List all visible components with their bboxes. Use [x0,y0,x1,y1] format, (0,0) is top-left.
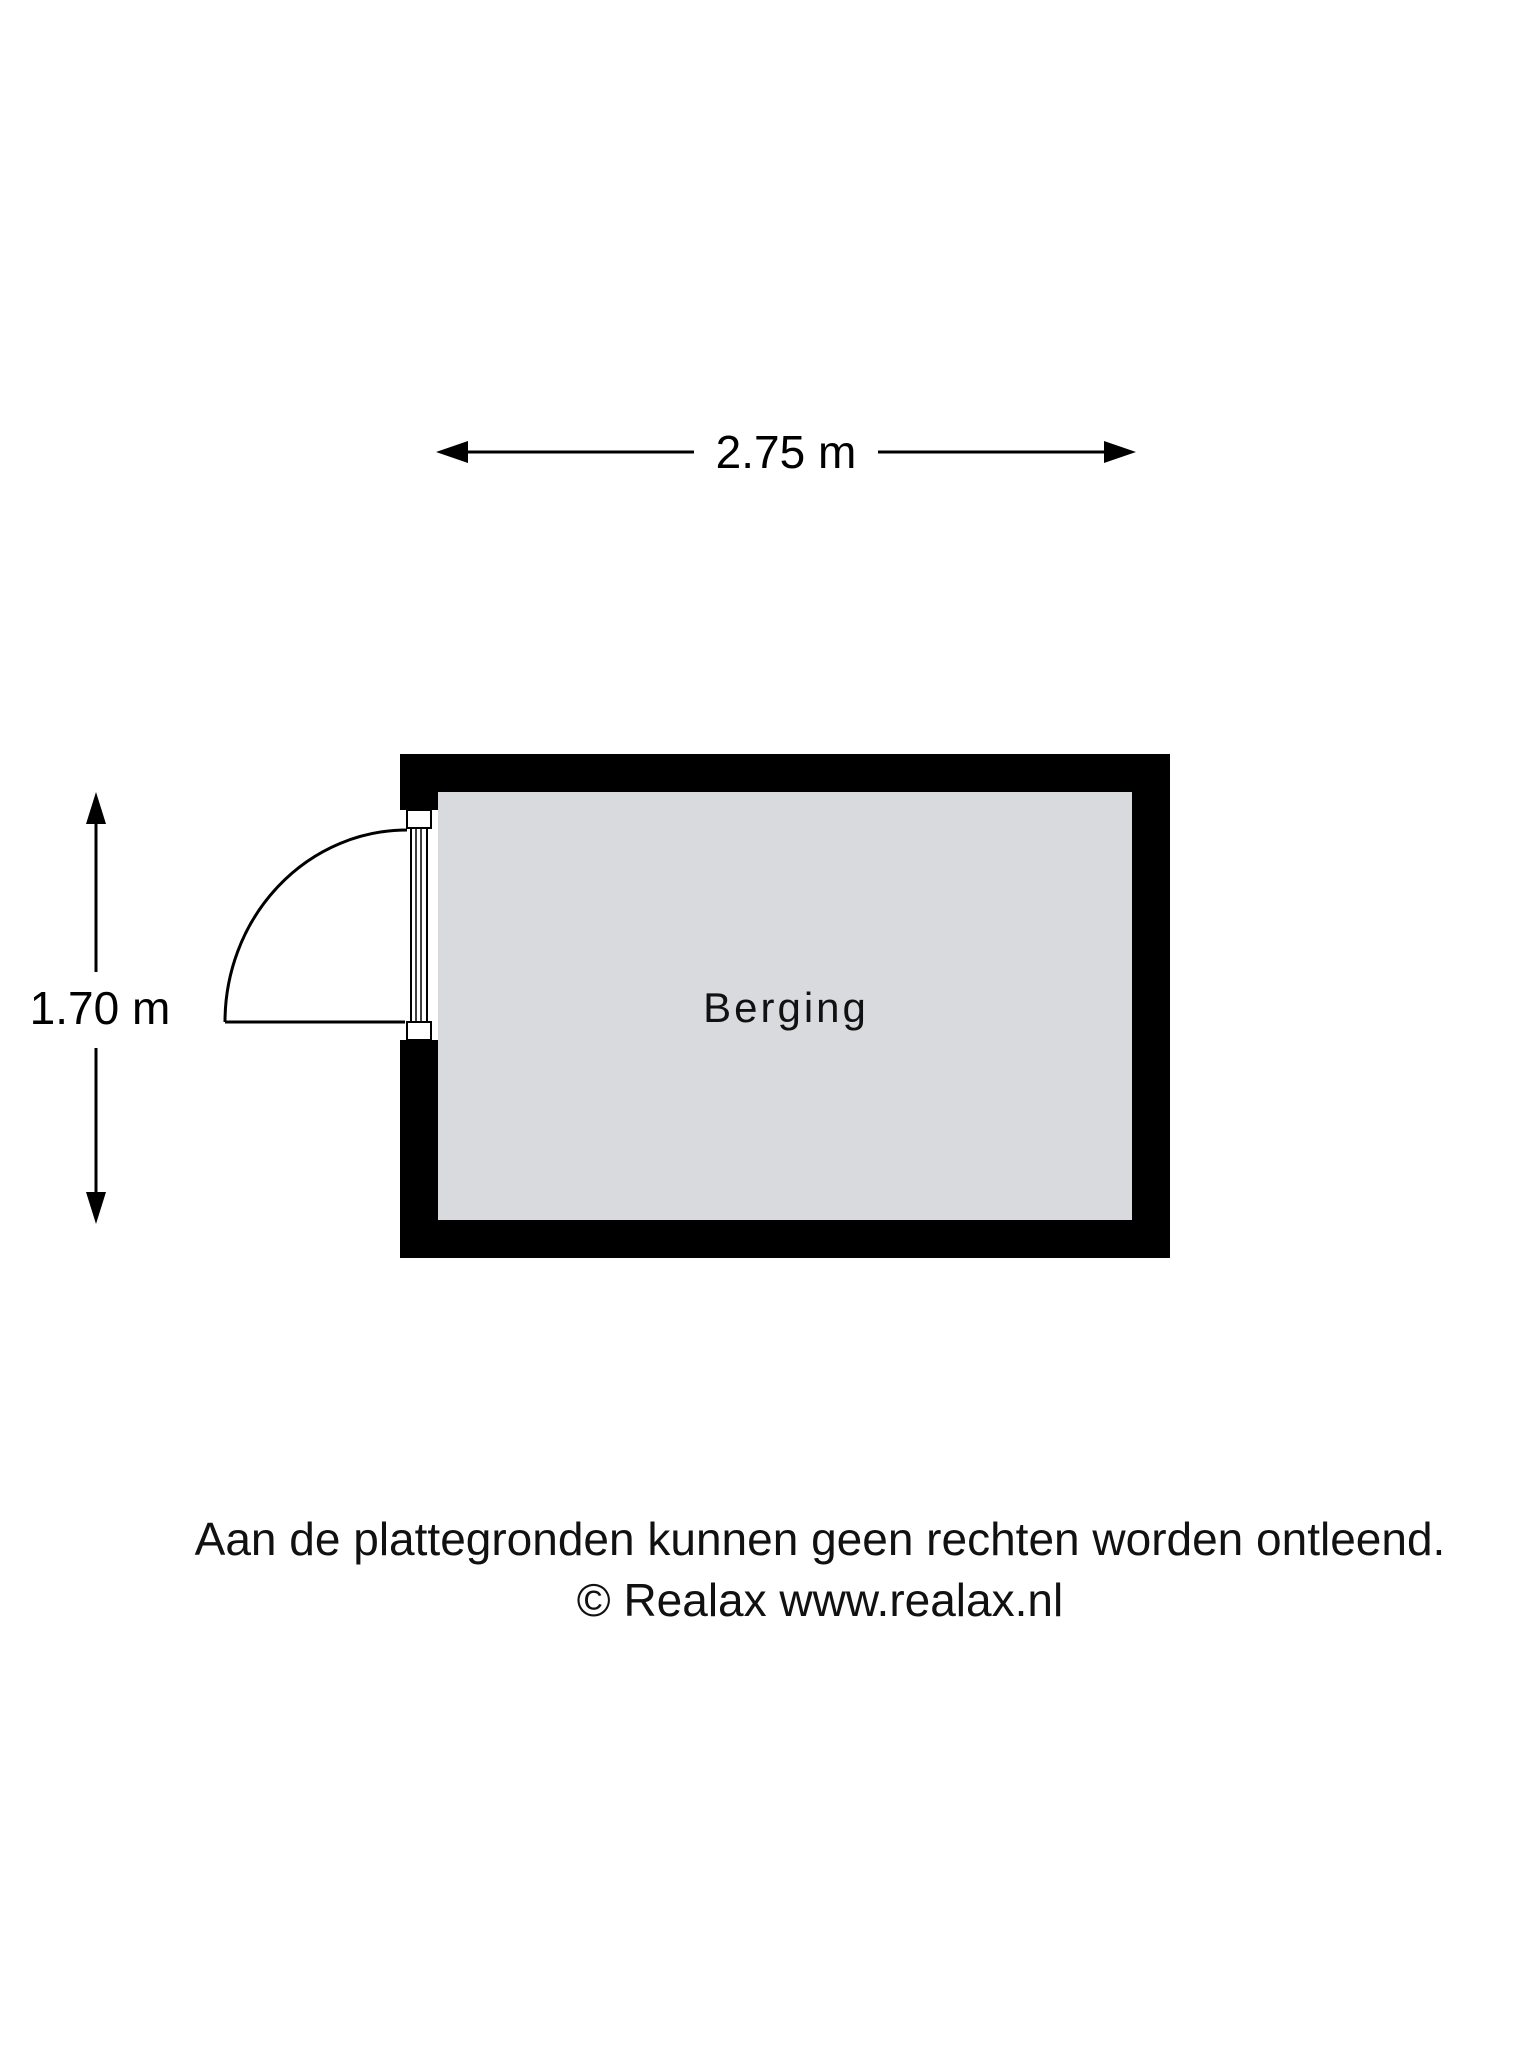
arrow-up-icon [86,792,106,824]
height-dimension [30,792,171,1224]
arrow-left-icon [436,441,468,463]
disclaimer-text: Aan de plattegronden kunnen geen rechten worden ontleend. [194,1513,1446,1565]
width-dimension [436,426,1136,478]
arrow-right-icon [1104,441,1136,463]
door-frame [407,810,431,1040]
door-swing-arc [225,830,407,1022]
copyright-text: © Realax www.realax.nl [576,1574,1064,1626]
arrow-down-icon [86,1192,106,1224]
wall-right [1132,754,1170,1258]
door-jamb-bottom [407,1022,431,1040]
wall-left-lower [400,1040,438,1258]
door-threshold [411,828,427,1022]
width-dimension-label: 2.75 m [715,426,857,478]
wall-bottom [400,1220,1170,1258]
room-label-berging: Berging [703,984,869,1031]
wall-top [400,754,1170,792]
wall-left-upper [400,754,438,810]
door-swing-icon [225,830,407,1022]
height-dimension-label: 1.70 m [29,982,171,1034]
door-jamb-top [407,810,431,828]
